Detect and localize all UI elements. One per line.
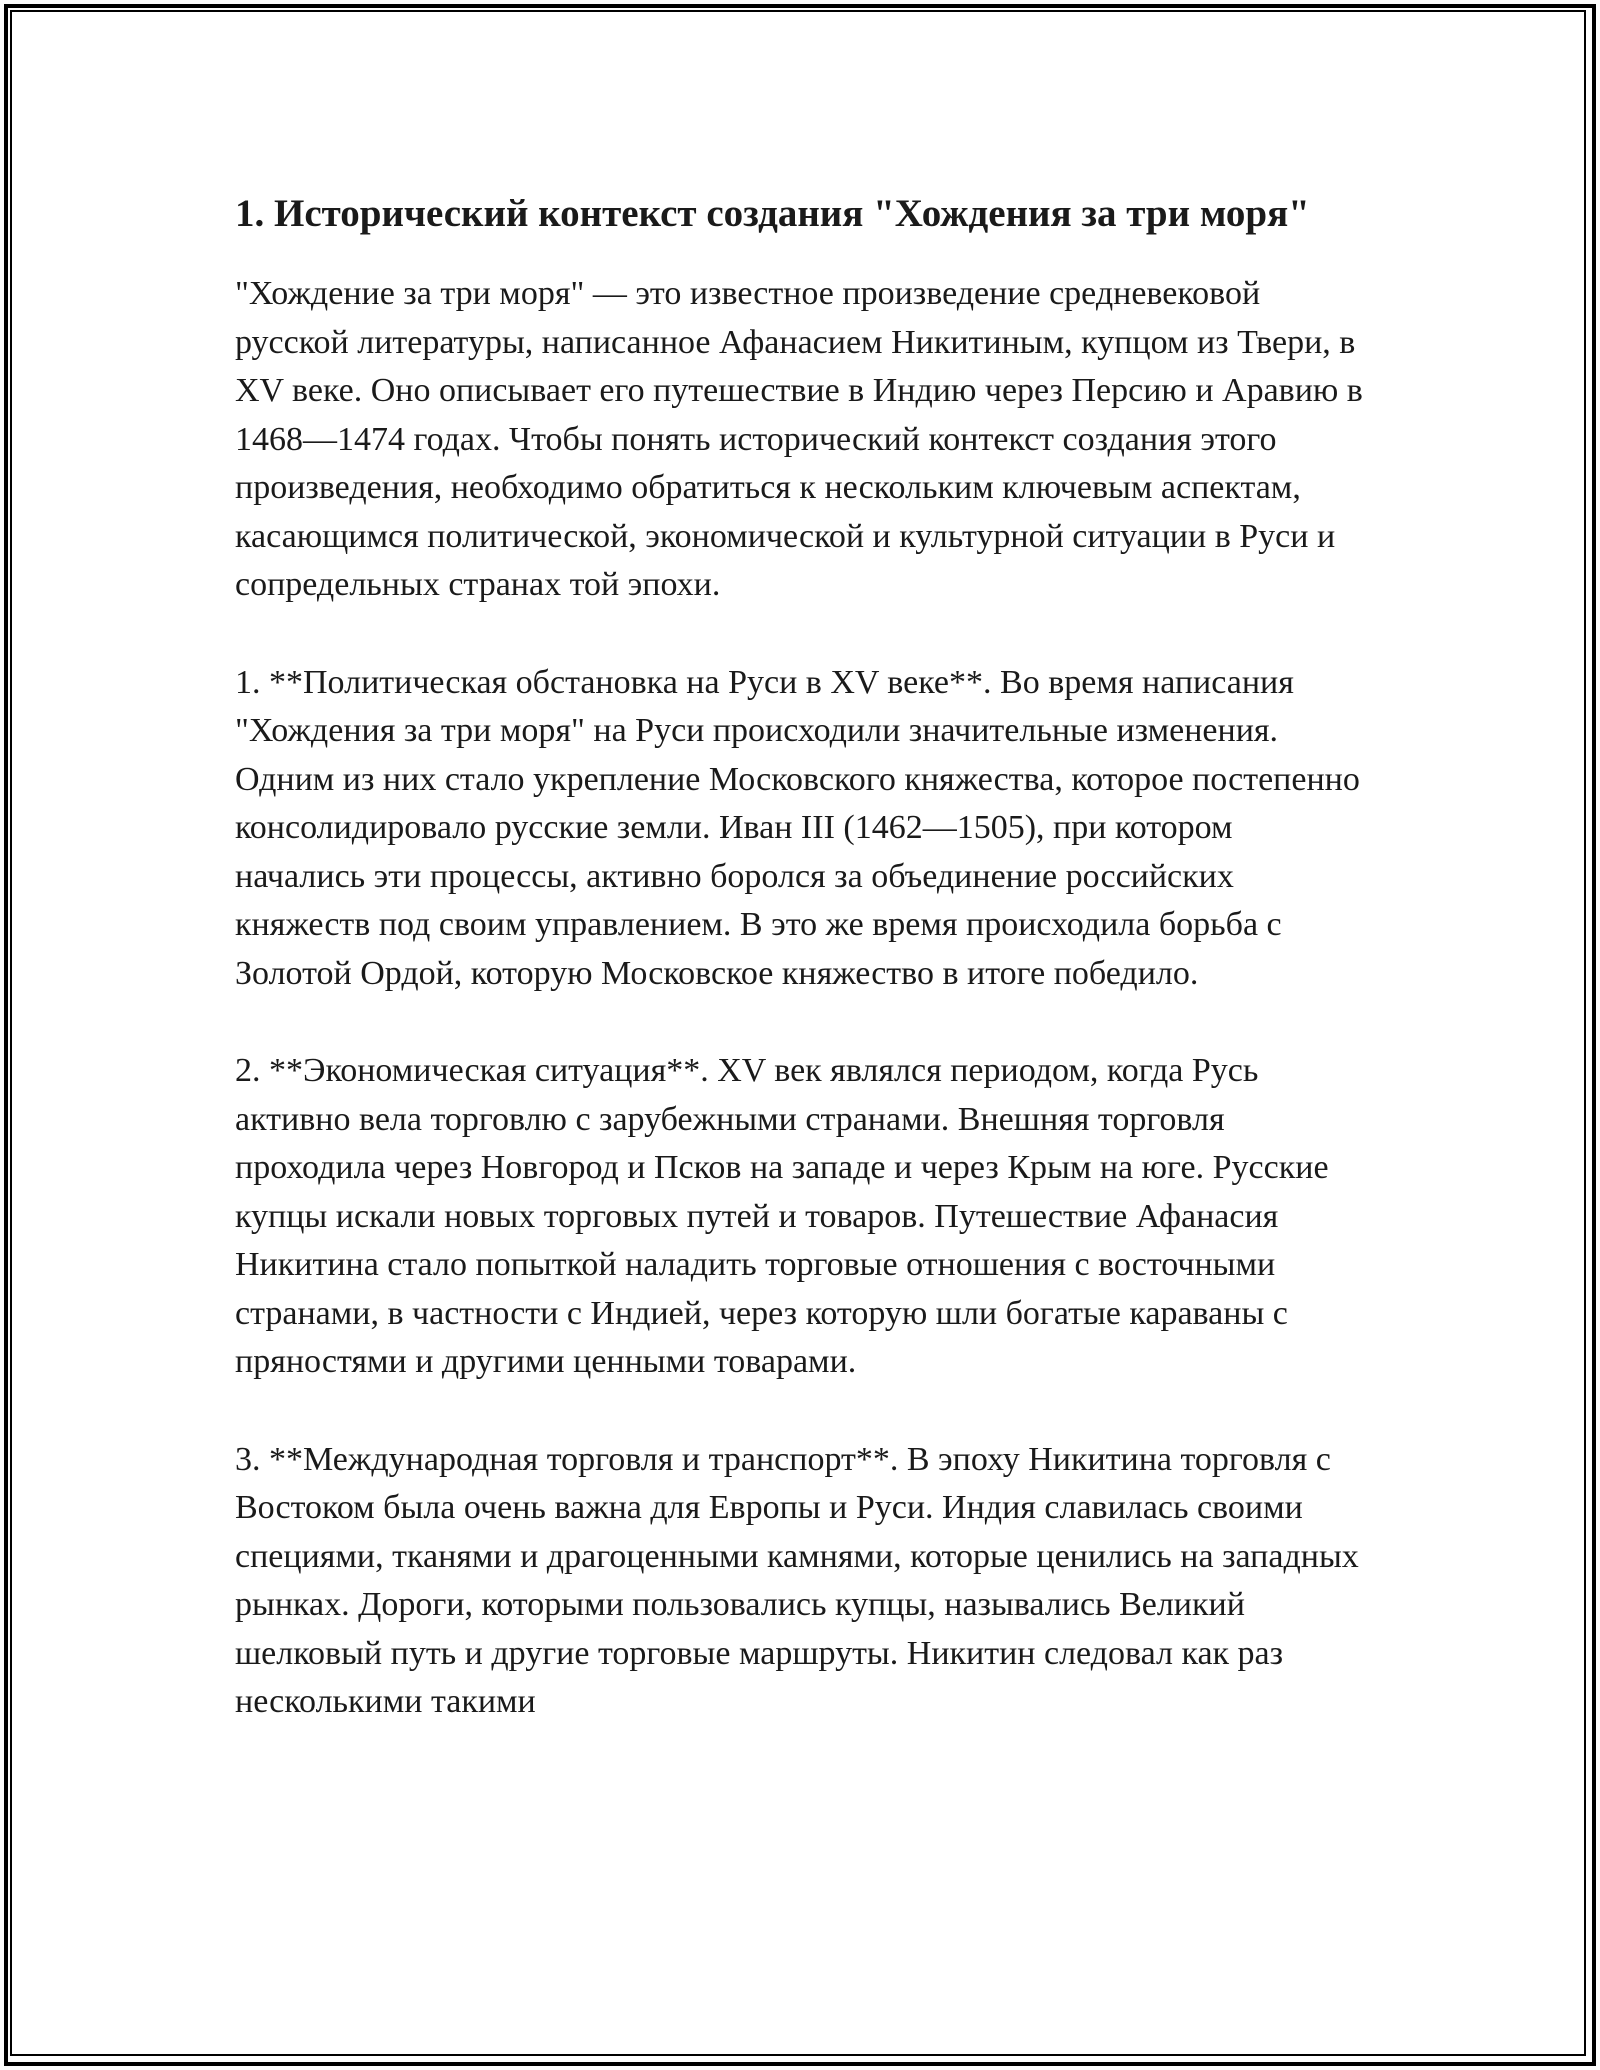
paragraph-intro: "Хождение за три моря" — это известное произведение средневековой русской литературы, написанное Афанасием Никитиным, купцом из Твери, в XV веке. Оно описывает его путешествие в Индию через Персию и Аравию в 1468—1474 годах. Чтобы понять исторический контекст создания этого произведения, необходимо обратиться к нескольким ключевым аспектам, касающимся политической, экономической и культурной ситуации в Руси и сопредельных странах той эпохи. xyxy=(235,275,1363,603)
section-heading: 1. Исторический контекст создания "Хождения за три моря" xyxy=(235,192,1310,235)
paragraph-political: 1. **Политическая обстановка на Руси в XV веке**. Во время написания "Хождения за три моря" на Руси происходили значительные изменения. Одним из них стало укрепление Московского княжества, которое постепенно консолидировало русские земли. Иван III (1462—1505), при котором начались эти процессы, активно боролся за объединение российских княжеств под своим управлением. В это же время происходила борьба с Золотой Ордой, которую Московское княжество в итоге победило. xyxy=(235,663,1360,992)
document-body xyxy=(235,186,1365,1727)
paragraph-economic: 2. **Экономическая ситуация**. XV век являлся периодом, когда Русь активно вела торговлю с зарубежными странами. Внешняя торговля проходила через Новгород и Псков на западе и через Крым на юге. Русские купцы искали новых торговых путей и товаров. Путешествие Афанасия Никитина стало попыткой наладить торговые отношения с восточными странами, в частности с Индией, через которую шли богатые караваны с пряностями и другими ценными товарами. xyxy=(235,1052,1329,1380)
paragraph-trade: 3. **Международная торговля и транспорт**. В эпоху Никитина торговля с Востоком была очень важна для Европы и Руси. Индия славилась своими специями, тканями и драгоценными камнями, которые ценились на западных рынках. Дороги, которыми пользовались купцы, назывались Великий шелковый путь и другие торговые маршруты. Никитин следовал как раз несколькими такими xyxy=(235,1440,1359,1720)
